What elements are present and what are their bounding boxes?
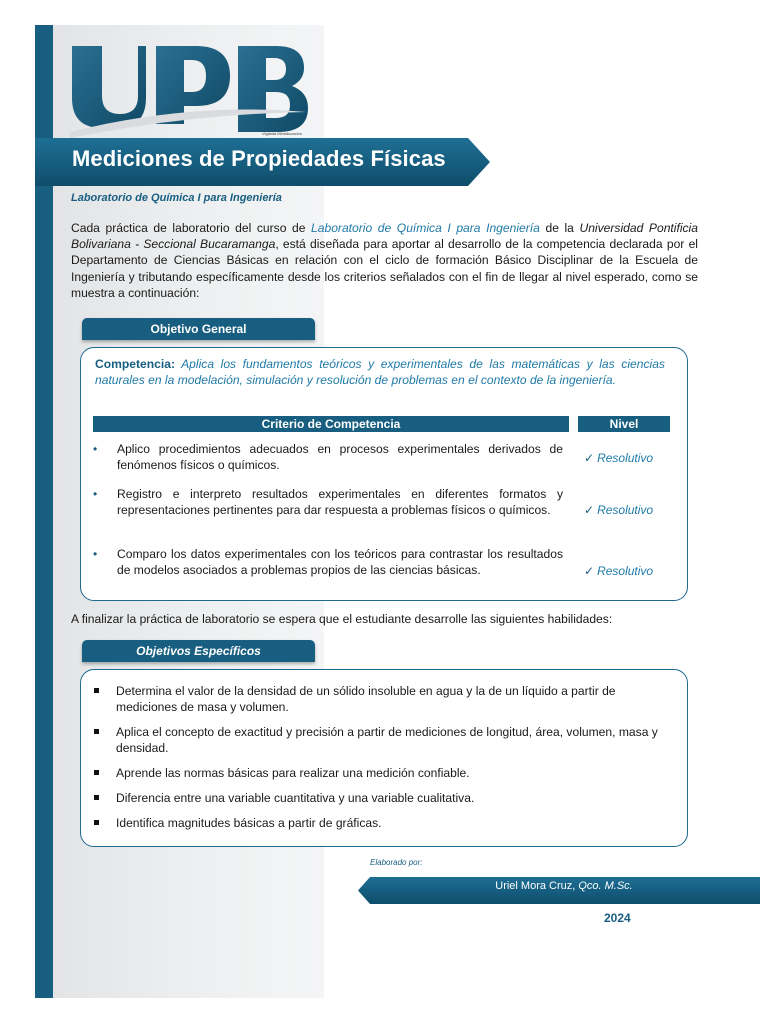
intro-paragraph: Cada práctica de laboratorio del curso de Laboratorio de Química I para Ingeniería de la Universidad Pontificia Bolivariana - Seccional Bucaramanga, está diseñada para aportar al desarrollo de la competencia declarada por el Departamento de Ciencias Básicas en relación con el ciclo de formación Básico Disciplinar de la Escuela de Ingeniería y tributando específicamente desde los criterios señalados con el fin de llegar al nivel esperado, como se muestra a continuación:: [71, 221, 698, 300]
square-bullet-icon: [94, 729, 99, 734]
list-item: Identifica magnitudes básicas a partir de gráficas.: [92, 815, 676, 831]
nivel-value: ✓ Resolutivo: [584, 564, 654, 578]
list-item: Aplica el concepto de exactitud y precisión a partir de mediciones de longitud, área, volumen, masa y densidad.: [92, 724, 676, 756]
criterio-column-header: Criterio de Competencia: [93, 416, 569, 432]
square-bullet-icon: [94, 820, 99, 825]
nivel-column-header: Nivel: [578, 416, 670, 432]
criterio-item: • Registro e interpreto resultados experimentales en diferentes formatos y representaciones pertinentes para dar respuesta a problemas físicos o químicos.: [93, 487, 563, 518]
square-bullet-icon: [94, 770, 99, 775]
nivel-value: ✓ Resolutivo: [584, 451, 654, 465]
square-bullet-icon: [94, 795, 99, 800]
university-name: Universidad Pontificia Bolivariana - Seccional Bucaramanga: [71, 221, 698, 252]
logo-caption: Vigilada Mineducación: [262, 131, 302, 136]
list-item: Aprende las normas básicas para realizar una medición confiable.: [92, 765, 676, 781]
list-item: Diferencia entre una variable cuantitativa y una variable cualitativa.: [92, 790, 676, 806]
year: 2024: [604, 911, 631, 925]
bullet-icon: •: [93, 547, 98, 561]
course-name: Laboratorio de Química I para Ingeniería: [311, 221, 540, 235]
elaborado-label: Elaborado por:: [370, 858, 423, 867]
tab-objetivos-especificos: Objetivos Específicos: [82, 640, 315, 662]
criterio-item: • Comparo los datos experimentales con los teóricos para contrastar los resultados de modelos asociados a problemas propios de las ciencias básicas.: [93, 547, 563, 578]
list-item: Determina el valor de la densidad de un sólido insoluble en agua y la de un líquido a partir de mediciones de masa y volumen.: [92, 683, 676, 715]
upb-logo: [70, 42, 310, 138]
check-icon: ✓: [584, 503, 595, 517]
bullet-icon: •: [93, 487, 98, 501]
check-icon: ✓: [584, 564, 595, 578]
nivel-value: ✓ Resolutivo: [584, 503, 654, 517]
author-name: Uriel Mora Cruz, Qco. M.Sc.: [495, 879, 633, 892]
objetivos-especificos-list: [92, 683, 676, 840]
square-bullet-icon: [94, 688, 99, 693]
bullet-icon: •: [93, 442, 98, 456]
check-icon: ✓: [584, 451, 595, 465]
page-title: Mediciones de Propiedades Físicas: [72, 146, 446, 171]
tab-objetivo-general: Objetivo General: [82, 318, 315, 340]
course-subtitle: Laboratorio de Química I para Ingeniería: [71, 192, 282, 204]
finalizar-text: A finalizar la práctica de laboratorio se espera que el estudiante desarrolle las siguientes habilidades:: [71, 612, 613, 626]
criterio-item: • Aplico procedimientos adecuados en procesos experimentales derivados de fenómenos físicos o químicos.: [93, 442, 563, 473]
competencia-statement: Competencia: Aplica los fundamentos teóricos y experimentales de las matemáticas y las ciencias naturales en la modelación, simulación y resolución de problemas en el contexto de la ingeniería.: [95, 357, 665, 388]
competencia-label: Competencia:: [95, 357, 175, 371]
